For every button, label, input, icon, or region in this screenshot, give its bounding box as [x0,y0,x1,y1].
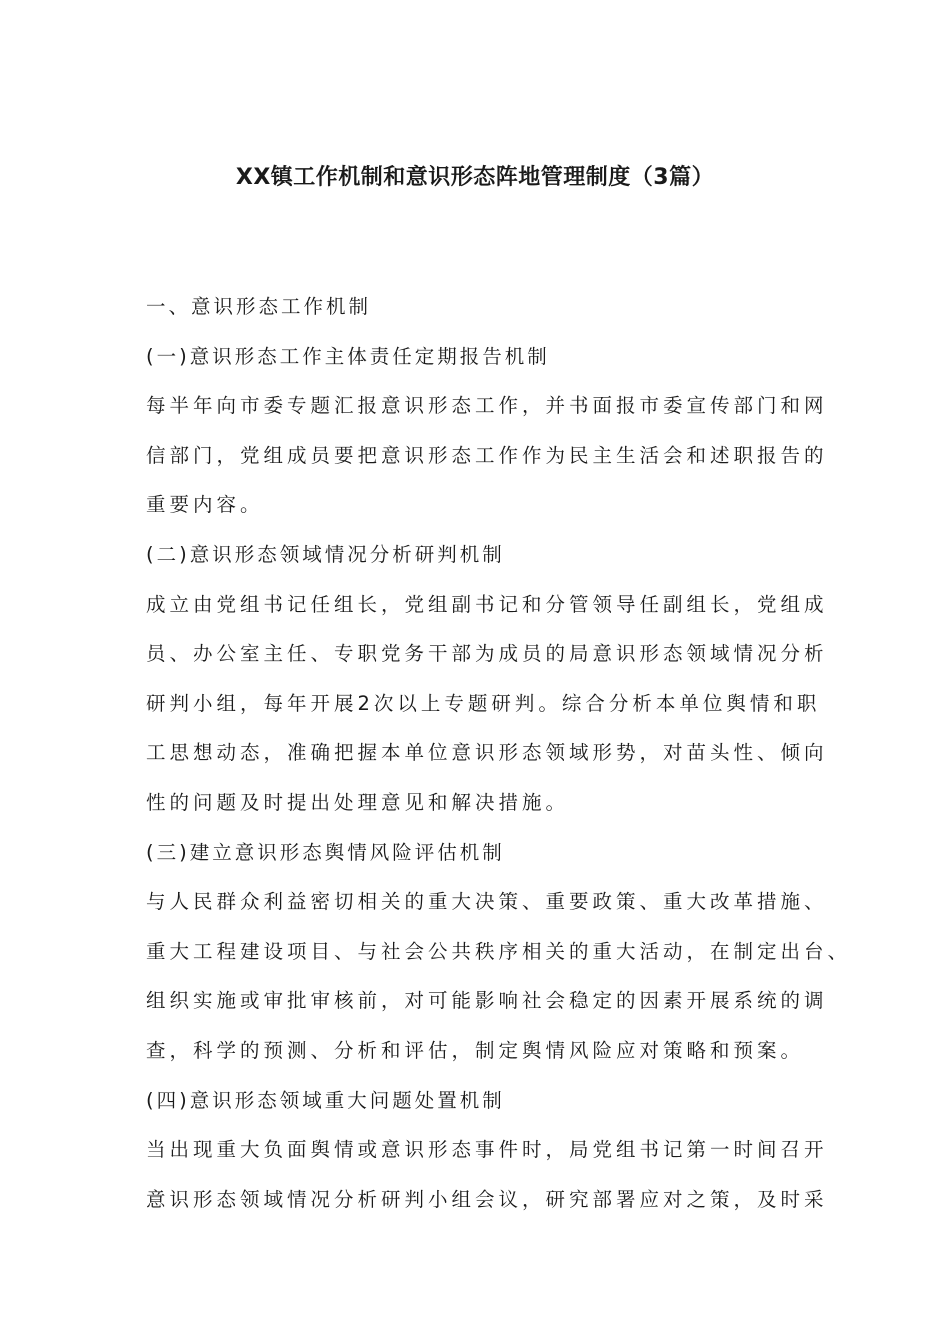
subsection-heading: (四)意识形态领域重大问题处置机制 [146,1088,505,1112]
paragraph-line: 当出现重大负面舆情或意识形态事件时，局党组书记第一时间召开 [146,1138,828,1162]
paragraph-line: 信部门，党组成员要把意识形态工作作为民主生活会和述职报告的 [146,443,828,467]
paragraph-line: 重要内容。 [146,493,264,517]
subsection-heading: (一)意识形态工作主体责任定期报告机制 [146,344,550,368]
paragraph-line: 研判小组，每年开展2次以上专题研判。综合分析本单位舆情和职 [146,691,821,715]
paragraph-line: 与人民群众利益密切相关的重大决策、重要政策、重大改革措施、 [146,890,828,914]
paragraph-line: 工思想动态，准确把握本单位意识形态领域形势，对苗头性、倾向 [146,741,828,765]
paragraph-line: 查，科学的预测、分析和评估，制定舆情风险应对策略和预案。 [146,1038,805,1062]
paragraph-line: 意识形态领域情况分析研判小组会议，研究部署应对之策，及时采 [146,1187,828,1211]
subsection-heading: (二)意识形态领域情况分析研判机制 [146,542,505,566]
paragraph-line: 性的问题及时提出处理意见和解决措施。 [146,790,570,814]
paragraph-line: 成立由党组书记任组长，党组副书记和分管领导任副组长，党组成 [146,592,828,616]
section-title: 一、意识形态工作机制 [146,295,372,318]
document-title: XX镇工作机制和意识形态阵地管理制度（3篇） [235,165,715,190]
paragraph-line: 每半年向市委专题汇报意识形态工作，并书面报市委宣传部门和网 [146,394,828,418]
document-body [146,282,852,1224]
subsection-heading: (三)建立意识形态舆情风险评估机制 [146,840,505,864]
paragraph-line: 员、办公室主任、专职党务干部为成员的局意识形态领域情况分析 [146,642,828,666]
paragraph-line: 重大工程建设项目、与社会公共秩序相关的重大活动，在制定出台、 [146,939,852,963]
paragraph-line: 组织实施或审批审核前，对可能影响社会稳定的因素开展系统的调 [146,989,828,1013]
